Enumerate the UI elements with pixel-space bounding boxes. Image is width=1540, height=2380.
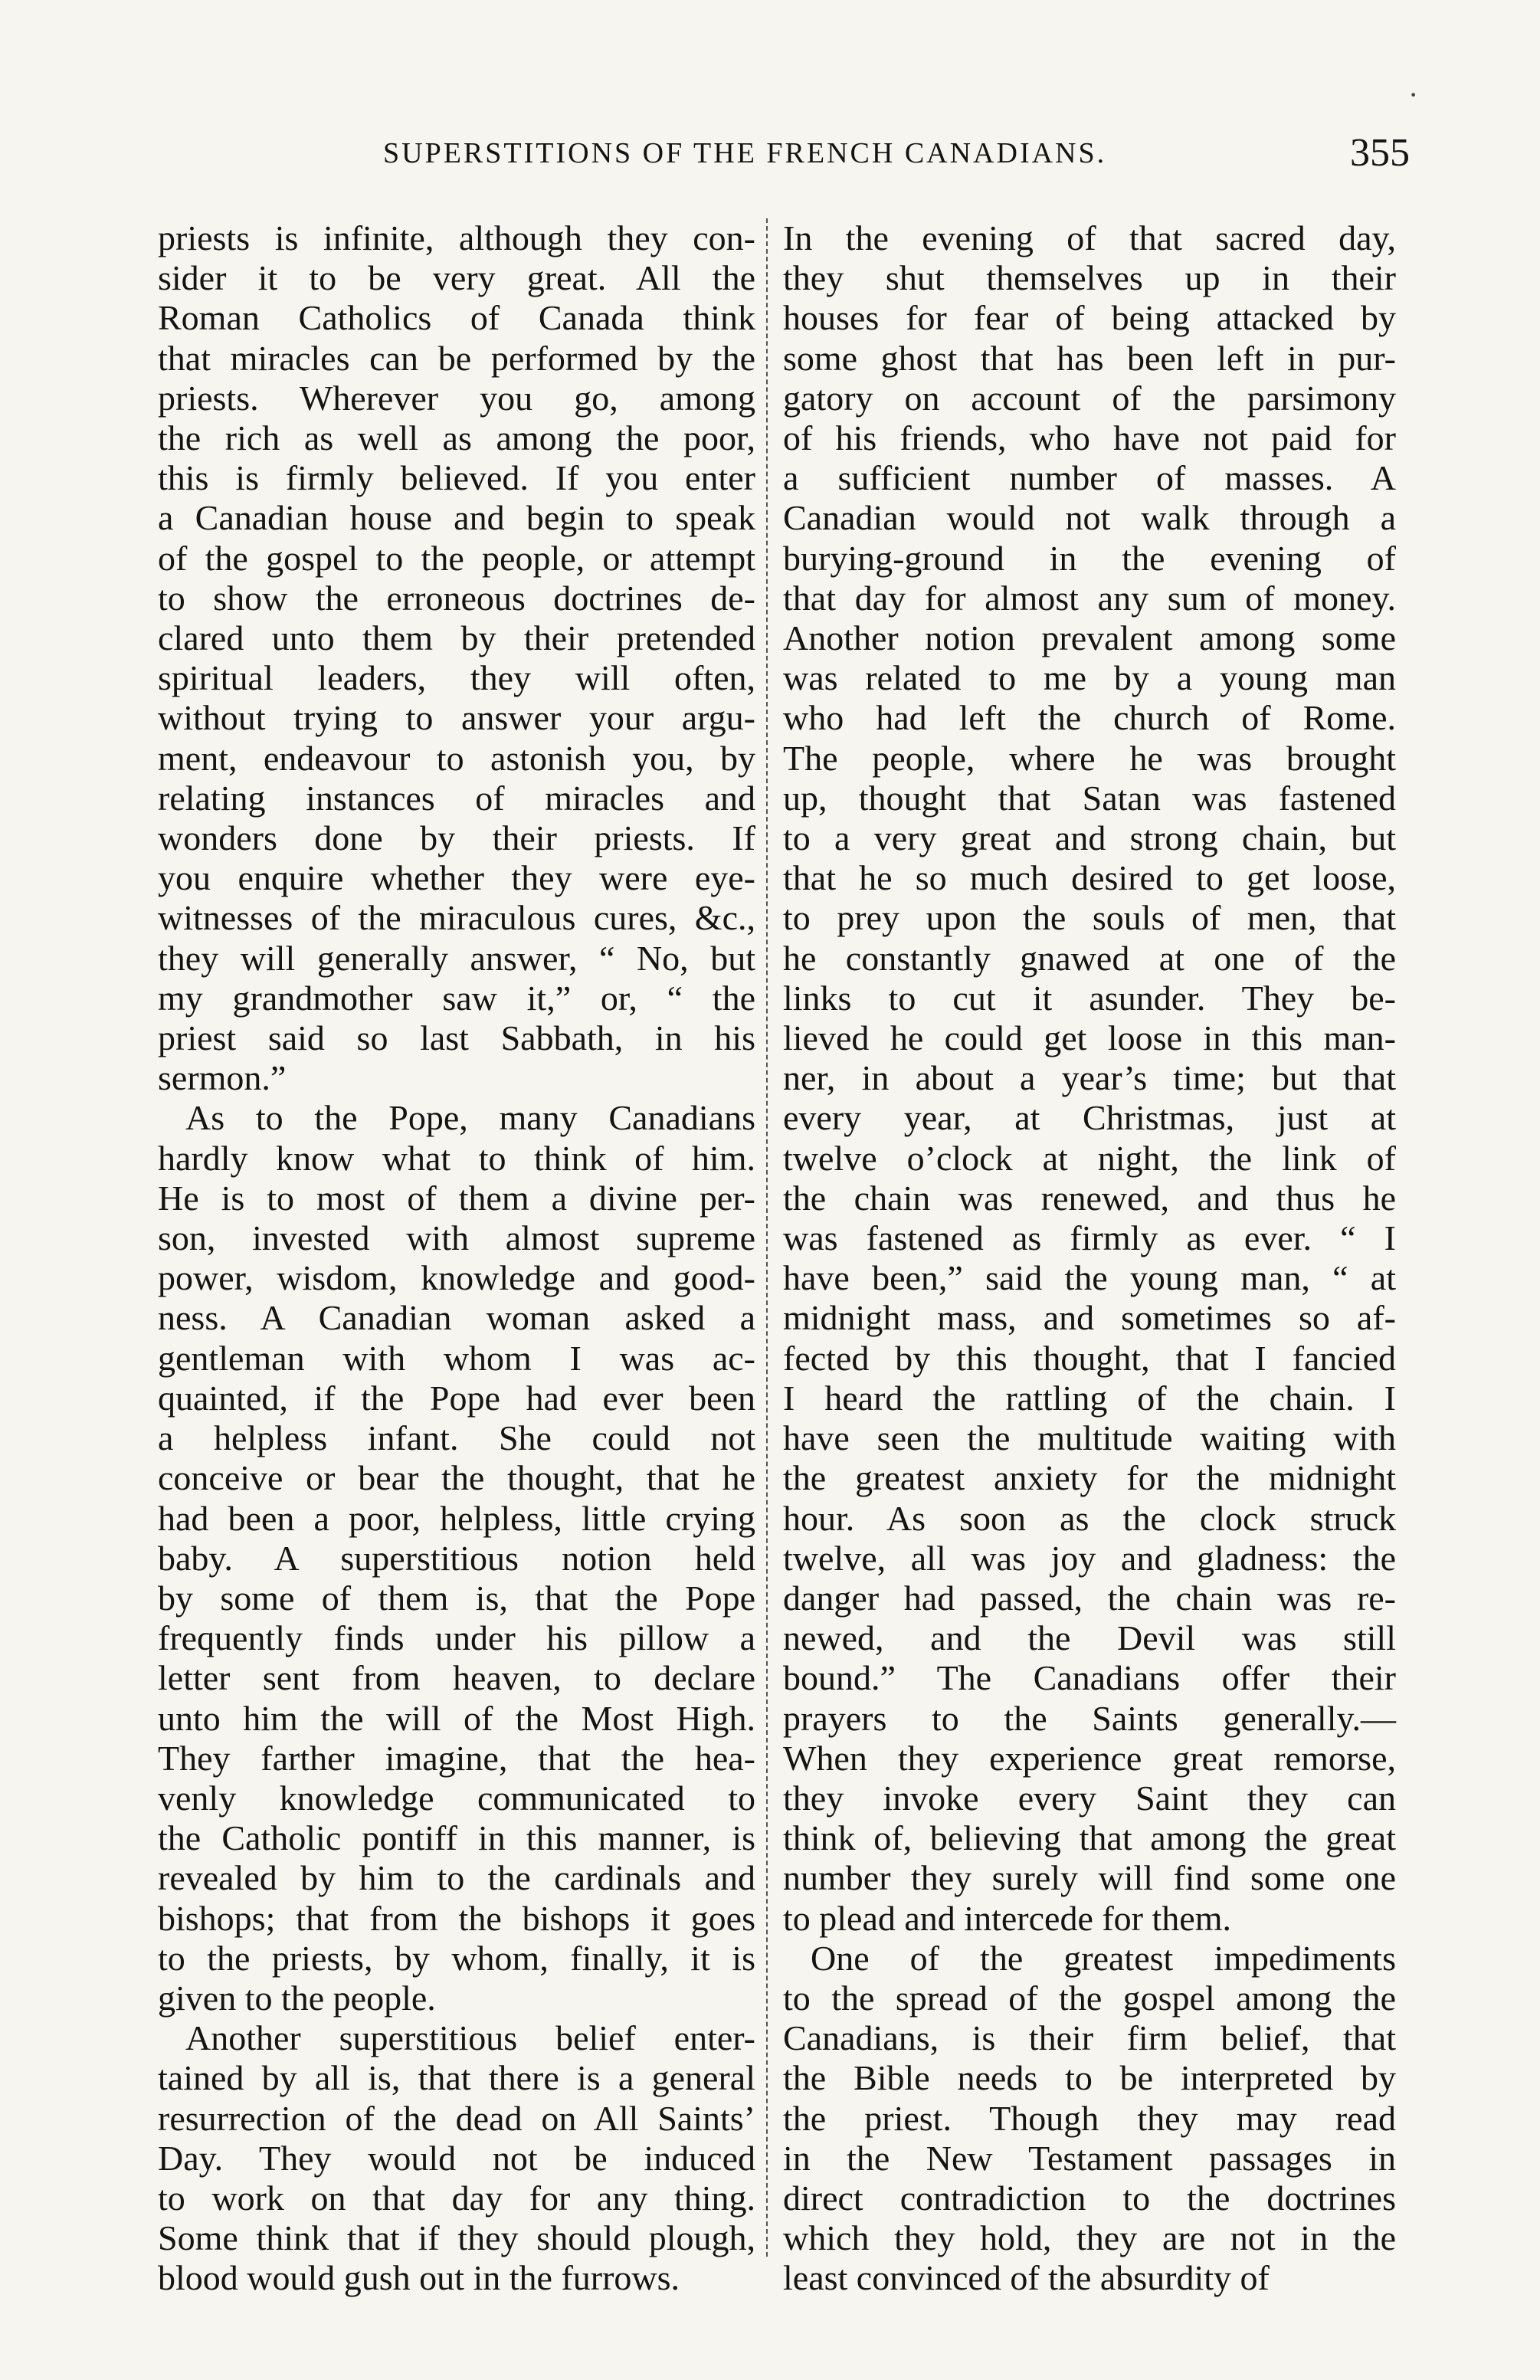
column-divider — [766, 218, 768, 2257]
text-line: of his friends, who have not paid for — [783, 418, 1396, 458]
text-line: to the spread of the gospel among the — [783, 1978, 1396, 2018]
right-column-paragraph — [783, 218, 1396, 1939]
text-line: wonders done by their priests. If — [158, 818, 755, 858]
text-line: tained by all is, that there is a general — [158, 2058, 755, 2098]
text-line: was fastened as firmly as ever. “ I — [783, 1218, 1396, 1258]
text-line: revealed by him to the cardinals and — [158, 1858, 755, 1898]
text-line: the rich as well as among the poor, — [158, 418, 755, 458]
margin-mark: · — [1408, 77, 1419, 112]
text-line: I heard the rattling of the chain. I — [783, 1378, 1396, 1418]
text-line: the greatest anxiety for the midnight — [783, 1458, 1396, 1498]
text-line: you enquire whether they were eye- — [158, 858, 755, 898]
text-line: without trying to answer your argu- — [158, 698, 755, 738]
text-line: to show the erroneous doctrines de- — [158, 578, 755, 618]
text-line: the Catholic pontiff in this manner, is — [158, 1818, 755, 1858]
text-line: in the New Testament passages in — [783, 2138, 1396, 2178]
text-line: the priest. Though they may read — [783, 2098, 1396, 2138]
text-line: newed, and the Devil was still — [783, 1618, 1396, 1658]
text-line: burying-ground in the evening of — [783, 538, 1396, 578]
left-column-paragraph — [158, 2018, 755, 2298]
text-line: gentleman with whom I was ac- — [158, 1338, 755, 1378]
text-line: As to the Pope, many Canadians — [185, 1098, 755, 1138]
text-line: given to the people. — [158, 1978, 436, 2018]
text-line: One of the greatest impediments — [811, 1938, 1396, 1978]
text-line: they shut themselves up in their — [783, 258, 1396, 298]
running-head: SUPERSTITIONS OF THE FRENCH CANADIANS. — [383, 137, 1107, 169]
text-line: danger had passed, the chain was re- — [783, 1578, 1396, 1618]
text-line: twelve, all was joy and gladness: the — [783, 1538, 1396, 1578]
text-line: to a very great and strong chain, but — [783, 818, 1396, 858]
text-line: power, wisdom, knowledge and good- — [158, 1258, 755, 1298]
left-column-paragraph — [158, 218, 755, 1098]
text-line: that he so much desired to get loose, — [783, 858, 1396, 898]
text-line: venly knowledge communicated to — [158, 1778, 755, 1818]
text-line: Another notion prevalent among some — [783, 618, 1396, 658]
text-line: bound.” The Canadians offer their — [783, 1658, 1396, 1698]
text-line: to prey upon the souls of men, that — [783, 898, 1396, 938]
text-line: to the priests, by whom, finally, it is — [158, 1938, 755, 1978]
text-line: have seen the multitude waiting with — [783, 1418, 1396, 1458]
text-line: to work on that day for any thing. — [158, 2178, 755, 2218]
text-line: Canadians, is their firm belief, that — [783, 2018, 1396, 2058]
text-line: In the evening of that sacred day, — [783, 218, 1396, 257]
text-line: frequently finds under his pillow a — [158, 1618, 755, 1658]
text-line: fected by this thought, that I fancied — [783, 1338, 1396, 1378]
text-line: of the gospel to the people, or attempt — [158, 538, 755, 578]
text-line: had been a poor, helpless, little crying — [158, 1498, 755, 1538]
left-column — [158, 218, 755, 2298]
text-line: Canadian would not walk through a — [783, 498, 1396, 538]
text-line: sider it to be very great. All the — [158, 258, 755, 298]
text-line: my grandmother saw it,” or, “ the — [158, 978, 755, 1018]
right-column-paragraph — [783, 1939, 1396, 2299]
text-line: ness. A Canadian woman asked a — [158, 1298, 755, 1338]
text-line: which they hold, they are not in the — [783, 2218, 1396, 2258]
text-line: Day. They would not be induced — [158, 2138, 755, 2178]
text-line: they will generally answer, “ No, but — [158, 938, 755, 978]
text-line: direct contradiction to the doctrines — [783, 2178, 1396, 2218]
text-line: was related to me by a young man — [783, 658, 1396, 698]
text-line: the chain was renewed, and thus he — [783, 1178, 1396, 1218]
text-line: When they experience great remorse, — [783, 1738, 1396, 1778]
text-line: twelve o’clock at night, the link of — [783, 1138, 1396, 1178]
text-line: unto him the will of the Most High. — [158, 1698, 755, 1738]
text-line: number they surely will find some one — [783, 1858, 1396, 1898]
text-line: have been,” said the young man, “ at — [783, 1258, 1396, 1298]
text-line: They farther imagine, that the hea- — [158, 1738, 755, 1778]
text-line: a Canadian house and begin to speak — [158, 498, 755, 538]
text-line: letter sent from heaven, to declare — [158, 1658, 755, 1698]
text-line: least convinced of the absurdity of — [783, 2258, 1270, 2298]
text-line: Roman Catholics of Canada think — [158, 298, 755, 338]
text-line: prayers to the Saints generally.— — [783, 1698, 1396, 1738]
text-line: to plead and intercede for them. — [783, 1898, 1231, 1938]
text-line: He is to most of them a divine per- — [158, 1178, 755, 1218]
text-line: midnight mass, and sometimes so af- — [783, 1298, 1396, 1338]
text-line: blood would gush out in the furrows. — [158, 2258, 680, 2298]
text-line: think of, believing that among the great — [783, 1818, 1396, 1858]
text-line: that miracles can be performed by the — [158, 338, 755, 378]
text-line: conceive or bear the thought, that he — [158, 1458, 755, 1498]
text-line: ner, in about a year’s time; but that — [783, 1058, 1396, 1098]
text-line: houses for fear of being attacked by — [783, 298, 1396, 338]
text-line: links to cut it asunder. They be- — [783, 978, 1396, 1018]
text-line: ment, endeavour to astonish you, by — [158, 738, 755, 778]
text-line: by some of them is, that the Pope — [158, 1578, 755, 1618]
text-line: Some think that if they should plough, — [158, 2218, 755, 2258]
right-column — [783, 218, 1396, 2298]
text-line: The people, where he was brought — [783, 738, 1396, 778]
text-line: son, invested with almost supreme — [158, 1218, 755, 1258]
text-line: a helpless infant. She could not — [158, 1418, 755, 1458]
text-line: this is firmly believed. If you enter — [158, 458, 755, 498]
text-line: hardly know what to think of him. — [158, 1138, 755, 1178]
text-line: resurrection of the dead on All Saints’ — [158, 2098, 755, 2138]
text-line: lieved he could get loose in this man- — [783, 1018, 1396, 1058]
text-line: priest said so last Sabbath, in his — [158, 1018, 755, 1058]
text-line: bishops; that from the bishops it goes — [158, 1898, 755, 1938]
left-column-paragraph — [158, 1098, 755, 2018]
text-line: every year, at Christmas, just at — [783, 1098, 1396, 1138]
text-line: a sufficient number of masses. A — [783, 458, 1396, 498]
text-line: gatory on account of the parsimony — [783, 378, 1396, 418]
text-line: up, thought that Satan was fastened — [783, 778, 1396, 818]
text-line: clared unto them by their pretended — [158, 618, 755, 658]
text-line: he constantly gnawed at one of the — [783, 938, 1396, 978]
text-line: priests. Wherever you go, among — [158, 378, 755, 418]
text-line: sermon.” — [158, 1058, 287, 1098]
text-line: quainted, if the Pope had ever been — [158, 1378, 755, 1418]
text-line: the Bible needs to be interpreted by — [783, 2058, 1396, 2098]
text-line: Another superstitious belief enter- — [185, 2018, 755, 2058]
text-line: they invoke every Saint they can — [783, 1778, 1396, 1818]
text-line: hour. As soon as the clock struck — [783, 1498, 1396, 1538]
text-line: witnesses of the miraculous cures, &c., — [158, 898, 755, 938]
text-line: that day for almost any sum of money. — [783, 578, 1396, 618]
text-line: spiritual leaders, they will often, — [158, 658, 755, 698]
text-line: some ghost that has been left in pur- — [783, 338, 1396, 378]
text-line: priests is infinite, although they con- — [158, 218, 755, 257]
text-line: who had left the church of Rome. — [783, 698, 1396, 738]
text-line: relating instances of miracles and — [158, 778, 755, 818]
page-number: 355 — [1350, 131, 1410, 175]
text-line: baby. A superstitious notion held — [158, 1538, 755, 1578]
page-header — [153, 130, 1410, 192]
